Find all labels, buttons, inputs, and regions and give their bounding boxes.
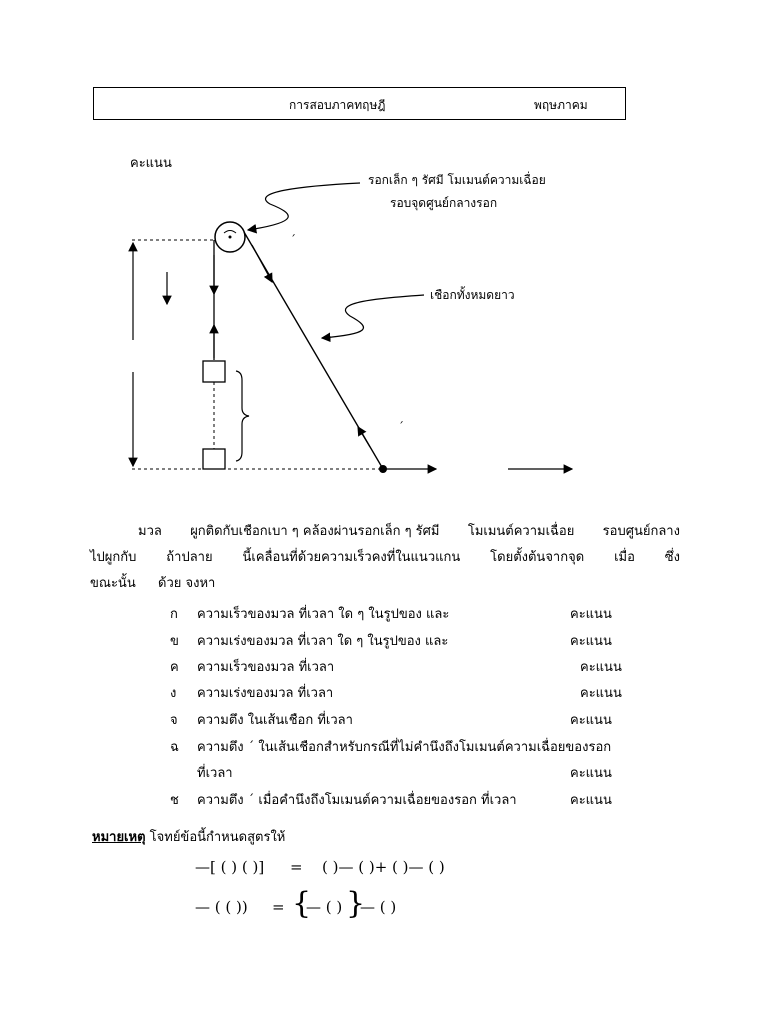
p1-w2: ผูกติดกับเชือกเบา ๆ คล้องผ่านรอกเล็ก ๆ รัศมี (190, 524, 440, 539)
mass-position-2 (203, 449, 225, 469)
p1-w3: โมเมนต์ความเฉื่อย (467, 524, 575, 539)
score-label-top: คะแนน (130, 156, 172, 171)
small-pulley-label-2: รอบจุดศูนย์กลางรอก (390, 196, 498, 210)
rope-length-label: เชือกทั้งหมดยาว (430, 288, 515, 302)
p1-w4: รอบศูนย์กลาง (602, 524, 680, 539)
mass-position-1 (203, 361, 225, 382)
p2-w5: เมื่อ (614, 550, 635, 565)
item-score: คะแนน (580, 686, 622, 701)
p2-w3: นี้เคลื่อนที่ด้วยความเร็วคงที่ในแนวแกน (242, 550, 461, 565)
exam-season: พฤษภาคม (534, 98, 588, 112)
eq2-tail: — ( ) (360, 898, 397, 916)
slant-arrow-up (358, 427, 370, 447)
item-label: ค (170, 660, 179, 675)
item-score: คะแนน (570, 607, 612, 622)
p3-w2: ด้วย จงหา (158, 576, 216, 591)
question-item-b (170, 630, 650, 654)
question-item-f (170, 736, 650, 760)
item-score: คะแนน (570, 766, 612, 781)
displacement-brace (236, 371, 249, 461)
question-item-g (170, 789, 650, 813)
slant-arrow-down (252, 245, 272, 282)
item-label: จ (170, 713, 178, 728)
item-score: คะแนน (570, 634, 612, 649)
item-label: ข (170, 634, 179, 649)
item-label: ง (170, 686, 177, 701)
pulley-pointer-squiggle (248, 183, 360, 230)
p2-w6: ซึ่ง (664, 550, 680, 565)
eq1-left: —[ ( ) ( )] (195, 858, 265, 876)
eq2-left: — ( ( )) (195, 898, 248, 916)
item-label: ฉ (170, 740, 179, 755)
item-label: ช (170, 793, 179, 808)
item-label: ก (170, 607, 178, 622)
small-pulley-label: รอกเล็ก ๆ รัศมี โมเมนต์ความเฉื่อย (368, 173, 546, 187)
item-text: ความเร็วของมวล ที่เวลา ใด ๆ ในรูปของ และ (197, 607, 450, 622)
item-text: ความเร่งของมวล ที่เวลา ใด ๆ ในรูปของ และ (197, 634, 449, 649)
p2-w4: โดยตั้งต้นจากจุด (490, 550, 585, 565)
header-box (93, 87, 626, 120)
item-text: ที่เวลา (197, 766, 233, 781)
item-score: คะแนน (580, 660, 622, 675)
item-text: ความตึง ´ ในเส้นเชือกสำหรับกรณีที่ไม่คำนึงถึงโมเมนต์ความเฉื่อยของรอก (197, 740, 612, 755)
eq1-equals: = (290, 858, 303, 876)
p2-w2: ถ้าปลาย (166, 550, 213, 565)
item-score: คะแนน (570, 713, 612, 728)
note-text: โจทย์ข้อนี้กำหนดสูตรให้ (145, 830, 286, 845)
note-heading: หมายเหตุ (92, 830, 146, 845)
item-score: คะแนน (570, 793, 612, 808)
eq2-inner: — ( ) (306, 898, 343, 916)
question-item-f-cont (170, 762, 650, 786)
item-text: ความเร่งของมวล ที่เวลา (197, 686, 334, 701)
p2-w1: ไปผูกกับ (90, 550, 137, 565)
prime-mark-1: ´ (290, 233, 296, 247)
exam-title: การสอบภาคทฤษฎี (289, 98, 386, 112)
problem-statement (90, 520, 680, 598)
question-item-d (170, 682, 650, 706)
item-text: ความตึง ´ เมื่อคำนึงถึงโมเมนต์ความเฉื่อยของรอก ที่เวลา (197, 793, 517, 808)
eq2-right-brace: } (346, 886, 366, 921)
rope-pointer-squiggle (322, 295, 424, 338)
eq2-equals: = (272, 898, 285, 916)
item-text: ความเร็วของมวล ที่เวลา (197, 660, 335, 675)
prime-mark-2: ´ (398, 420, 404, 434)
eq2-left-brace: { (292, 886, 312, 921)
note (92, 826, 285, 847)
item-text: ความตึง ในเส้นเชือก ที่เวลา (197, 713, 353, 728)
p1-w1: มวล (138, 524, 162, 539)
question-item-c (170, 656, 650, 680)
question-item-e (170, 709, 650, 733)
question-item-a (170, 603, 650, 627)
p3-w1: ขณะนั้น (90, 576, 136, 591)
eq1-right: ( )— ( )+ ( )— ( ) (322, 858, 445, 876)
